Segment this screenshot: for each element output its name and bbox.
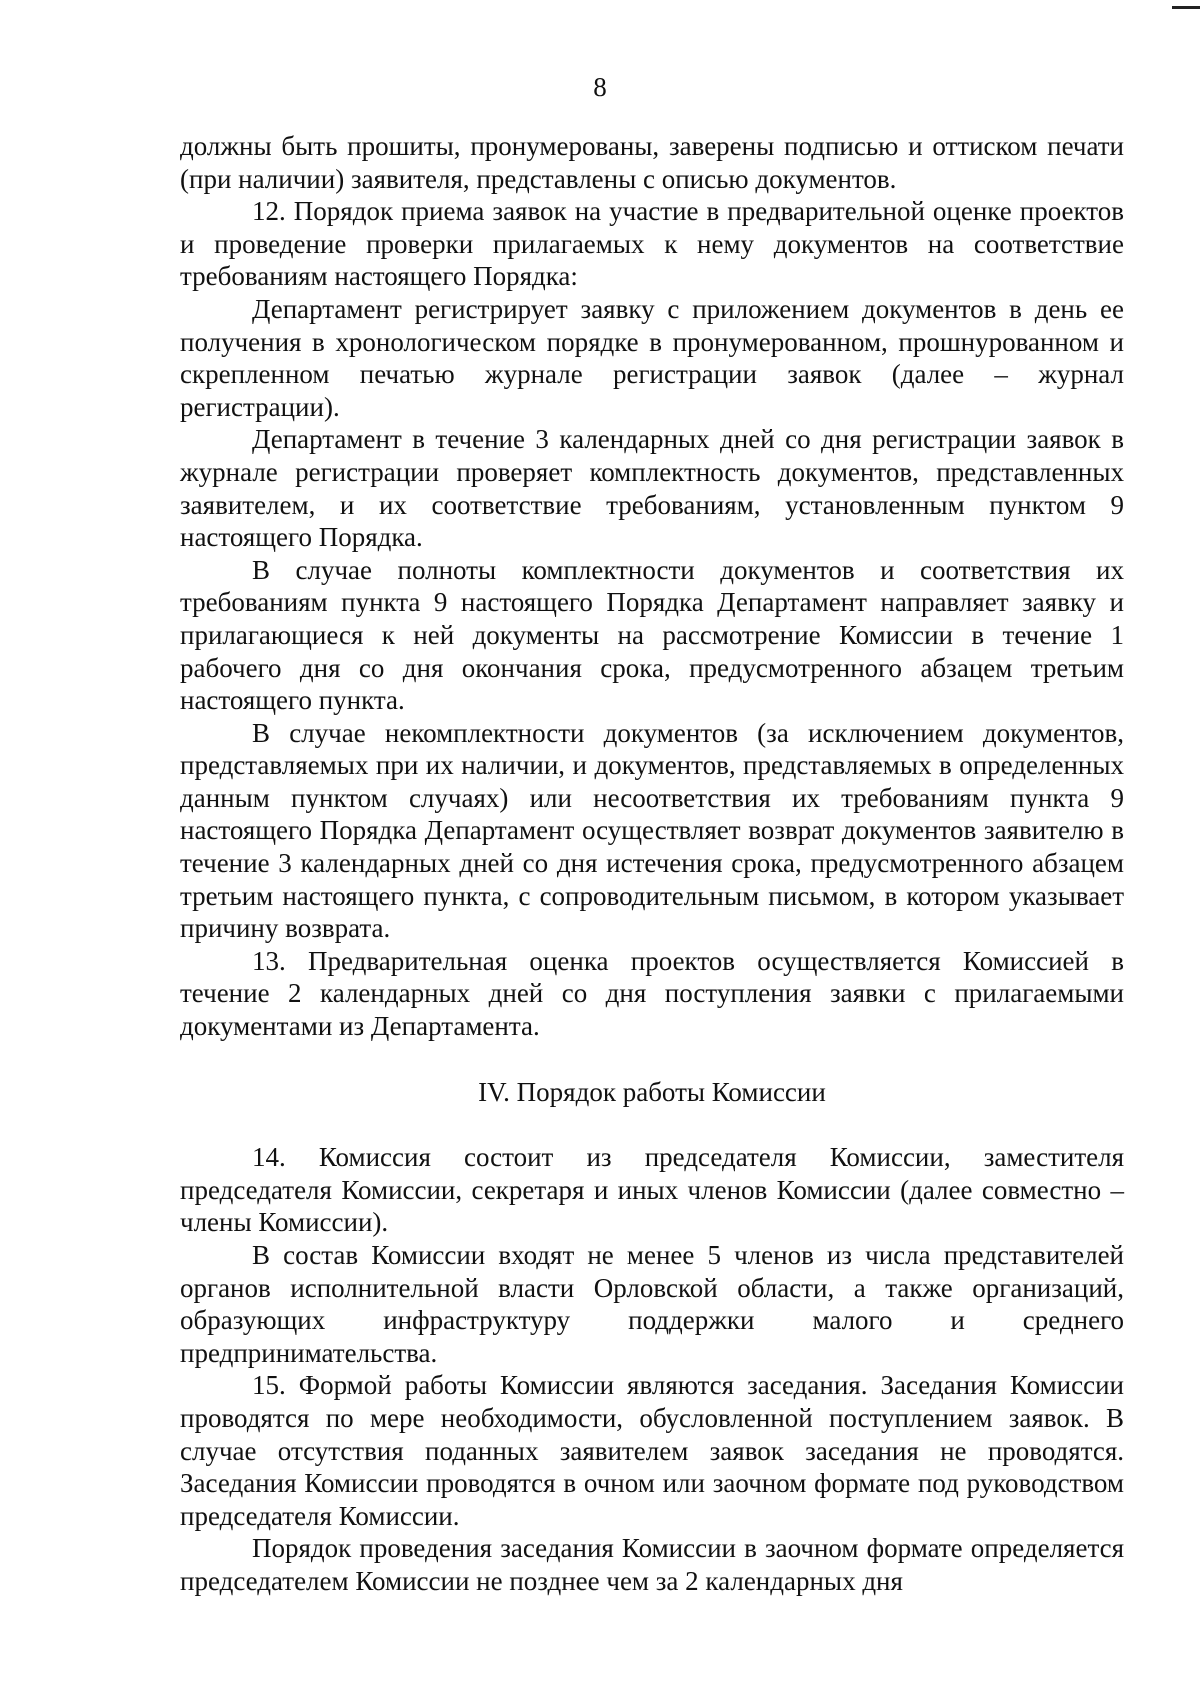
paragraph-continued: должны быть прошиты, пронумерованы, заверены подписью и оттиском печати (при наличии) заявителя, представлены с описью документов. <box>180 131 1124 194</box>
paragraph-item-14: 14. Комиссия состоит из председателя Комиссии, заместителя председателя Комиссии, секретаря и иных членов Комиссии (далее совместно – члены Комиссии). <box>180 1142 1124 1238</box>
paragraph: Департамент в течение 3 календарных дней со дня регистрации заявок в журнале регистрации проверяет комплектность документов, представленных заявителем, и их соответствие требованиям, установленным пунктом 9 настоящего Порядка. <box>180 424 1124 553</box>
paragraph: В случае полноты комплектности документов и соответствия их требованиям пункта 9 настоящего Порядка Департамент направляет заявку и прилагающиеся к ней документы на рассмотрение Комиссии в течение 1 рабочего дня со дня окончания срока, предусмотренного абзацем третьим настоящего пункта. <box>180 554 1124 716</box>
paragraph: Департамент регистрирует заявку с приложением документов в день ее получения в хронологическом порядке в пронумерованном, прошнурованном и скрепленном печатью журнале регистрации заявок (далее – журнал регистрации). <box>180 293 1124 422</box>
paragraph: В случае некомплектности документов (за исключением документов, представляемых при их наличии, и документов, представляемых в определенных данным пунктом случаях) или несоответствия их требованиям пункта 9 настоящего Порядка Департамент осуществляет возврат документов заявителю в течение 3 календарных дней со дня истечения срока, предусмотренного абзацем третьим настоящего пункта, с сопроводительным письмом, в котором указывает причину возврата. <box>180 717 1124 944</box>
section-heading: IV. Порядок работы Комиссии <box>478 1076 826 1107</box>
paragraph-item-15: 15. Формой работы Комиссии являются заседания. Заседания Комиссии проводятся по мере необходимости, обусловленной поступлением заявок. В случае отсутствия поданных заявителем заявок заседания не проводятся. Заседания Комиссии проводятся в очном или заочном формате под руководством председателя Комиссии. <box>180 1370 1124 1531</box>
document-body <box>180 130 1124 1598</box>
page-number: 8 <box>593 72 607 102</box>
scan-edge-mark <box>1172 6 1200 9</box>
paragraph: В состав Комиссии входят не менее 5 членов из числа представителей органов исполнительной власти Орловской области, а также организаций, образующих инфраструктуру поддержки малого и среднего предпринимательства. <box>180 1240 1124 1368</box>
paragraph: Порядок проведения заседания Комиссии в заочном формате определяется председателем Комиссии не позднее чем за 2 календарных дня <box>180 1533 1124 1596</box>
paragraph-item-12: 12. Порядок приема заявок на участие в предварительной оценке проектов и проведение проверки прилагаемых к нему документов на соответствие требованиям настоящего Порядка: <box>180 196 1124 292</box>
paragraph-item-13: 13. Предварительная оценка проектов осуществляется Комиссией в течение 2 календарных дней со дня поступления заявки с прилагаемыми документами из Департамента. <box>180 945 1124 1042</box>
